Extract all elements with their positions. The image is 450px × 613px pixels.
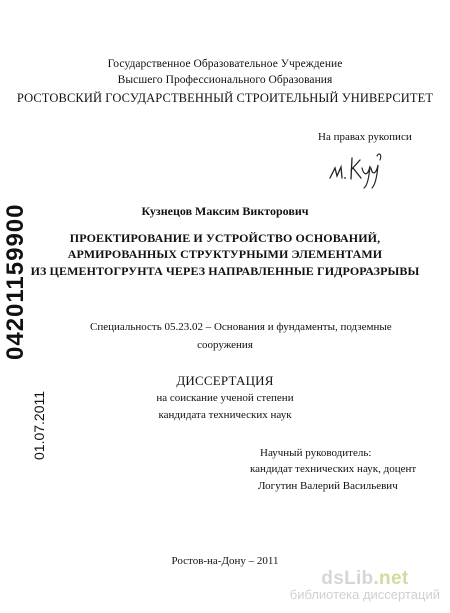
manuscript-note: На правах рукописи — [318, 131, 412, 143]
supervisor-label: Научный руководитель: — [260, 447, 372, 459]
specialty-line-2: сооружения — [197, 339, 253, 351]
library-stamp-date: 01.07.2011 — [31, 390, 47, 460]
watermark — [290, 568, 440, 602]
institution-line-2: Высшего Профессионального Образования — [117, 74, 333, 86]
supervisor-degree: кандидат технических наук, доцент — [250, 463, 417, 475]
title-line-2: АРМИРОВАННЫХ СТРУКТУРНЫМИ ЭЛЕМЕНТАМИ — [67, 247, 383, 261]
university-name: РОСТОВСКИЙ ГОСУДАРСТВЕННЫЙ СТРОИТЕЛЬНЫЙ УНИВЕРСИТЕТ — [16, 91, 434, 105]
institution-line-1: Государственное Образовательное Учреждение — [107, 58, 343, 70]
library-stamp-number: 04201159900 — [2, 203, 29, 360]
title-line-3: ИЗ ЦЕМЕНТОГРУНТА ЧЕРЕЗ НАПРАВЛЕННЫЕ ГИДРОРАЗРЫВЫ — [30, 264, 420, 278]
title-line-1: ПРОЕКТИРОВАНИЕ И УСТРОЙСТВО ОСНОВАНИЙ, — [69, 231, 381, 245]
watermark-subtitle: библиотека диссертаций — [289, 587, 440, 602]
signature-icon — [324, 148, 386, 190]
dissertation-heading: ДИССЕРТАЦИЯ — [176, 373, 274, 388]
author-name: Кузнецов Максим Викторович — [141, 204, 309, 218]
supervisor-name: Логутин Валерий Васильевич — [258, 480, 398, 492]
specialty-line-1: Специальность 05.23.02 – Основания и фундаменты, подземные — [90, 321, 392, 333]
place-year: Ростов-на-Дону – 2011 — [171, 555, 279, 567]
watermark-tld: .net — [373, 568, 409, 589]
degree-line-2: кандидата технических наук — [158, 409, 292, 421]
watermark-name: dsLib — [321, 568, 374, 589]
degree-line-1: на соискание ученой степени — [156, 392, 294, 404]
